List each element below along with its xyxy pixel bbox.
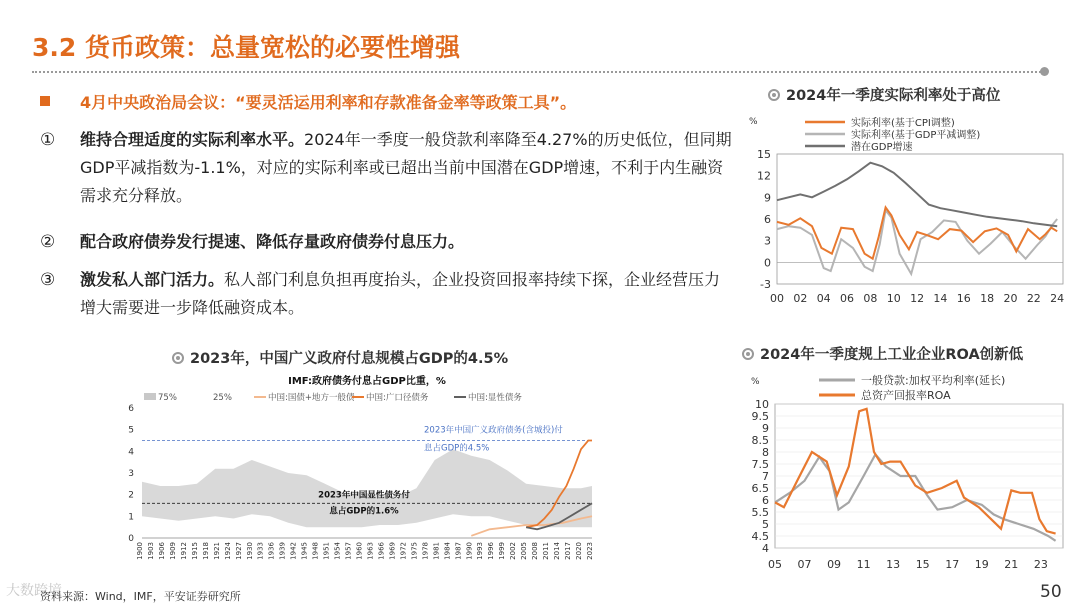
y-tick-label: 8: [762, 446, 769, 459]
y-tick-label: 4: [762, 542, 769, 555]
legend-label: 中国:国债+地方一般债: [268, 393, 355, 403]
x-tick-label: 15: [915, 558, 930, 571]
circle-bullet-icon: [768, 89, 780, 101]
x-tick-label: 1927: [234, 542, 243, 560]
x-tick-label: 17: [945, 558, 960, 571]
circle-bullet-icon: [742, 348, 754, 360]
x-tick-label: 13: [886, 558, 901, 571]
x-tick-label: 14: [933, 292, 948, 305]
x-tick-label: 2020: [575, 542, 584, 560]
y-tick-label: 6: [764, 213, 771, 226]
page-title: 3.2 货币政策：总量宽松的必要性增强: [32, 33, 460, 62]
headline: 4月中央政治局会议：“要灵活运用利率和存款准备金率等政策工具”。: [80, 93, 577, 112]
x-tick-label: 1987: [454, 542, 463, 560]
x-tick-label: 18: [980, 292, 995, 305]
annotation-bottom-line2: 息占GDP的1.6%: [329, 506, 399, 517]
x-tick-label: 1972: [399, 542, 408, 560]
y-tick-label: 4.5: [751, 530, 769, 543]
x-tick-label: 19: [974, 558, 989, 571]
y-tick-label: 0: [764, 256, 771, 270]
x-tick-label: 1978: [421, 542, 430, 560]
x-tick-label: 1957: [344, 542, 353, 560]
x-tick-label: 1948: [311, 542, 320, 560]
item-1-text: 2024年一季度一般贷款利率降至4.27%的历史低位，但同期GDP平减指数为-1.1%，对应的实际利率或已超出当前中国潜在GDP增速，不利于内生融资需求充分释放。: [80, 130, 732, 205]
x-tick-label: 16: [956, 292, 971, 305]
series-line: [777, 163, 1057, 227]
x-tick-label: 07: [797, 558, 812, 571]
y-tick-label: 7.5: [751, 458, 769, 471]
x-tick-label: 12: [910, 292, 925, 305]
y-tick-label: 5: [128, 425, 134, 436]
x-tick-label: 04: [816, 292, 831, 305]
x-tick-label: 1942: [289, 542, 298, 560]
y-tick-label: 10: [755, 398, 769, 411]
legend-label: 实际利率(基于CPI调整): [851, 118, 955, 129]
source-note: 资料来源：Wind，IMF，平安证券研究所: [40, 590, 241, 603]
x-tick-label: 1906: [157, 542, 166, 560]
y-tick-label: 5.5: [751, 506, 769, 519]
x-tick-label: 1990: [465, 542, 474, 560]
x-tick-label: 1903: [146, 542, 155, 560]
y-tick-label: 0: [128, 534, 134, 544]
x-tick-label: 06: [840, 292, 855, 305]
y-tick-label: 12: [757, 169, 771, 183]
x-tick-label: 11: [856, 558, 871, 571]
annotation-top-line2: 息占GDP的4.5%: [424, 443, 490, 454]
x-tick-label: 1930: [245, 542, 254, 560]
y-tick-label: 9.5: [751, 410, 769, 423]
x-tick-label: 09: [827, 558, 842, 571]
item-2: [80, 228, 735, 256]
x-tick-label: 1951: [322, 542, 331, 560]
x-tick-label: 05: [768, 558, 782, 571]
chart-roa-title: 2024年一季度规上工业企业ROA创新低: [742, 343, 1023, 364]
x-tick-label: 2017: [564, 542, 573, 560]
legend-swatch: [144, 393, 156, 400]
annotation-top-line1: 2023年中国广义政府债务(含城投)付: [424, 425, 563, 436]
item-number-2: ②: [40, 232, 56, 252]
x-tick-label: 1912: [179, 542, 188, 560]
x-tick-label: 1981: [432, 542, 441, 560]
x-tick-label: 2008: [531, 542, 540, 560]
x-tick-label: 23: [1033, 558, 1048, 571]
y-tick-label: 6: [128, 404, 134, 414]
x-tick-label: 1966: [377, 542, 386, 560]
x-tick-label: 1936: [267, 542, 276, 560]
legend-label: 25%: [213, 393, 232, 403]
item-1: [80, 126, 735, 210]
x-tick-label: 02: [793, 292, 808, 305]
y-tick-label: 7: [762, 470, 769, 483]
y-tick-label: 1: [128, 512, 134, 523]
title-divider: [32, 71, 1044, 73]
x-tick-label: 1915: [190, 542, 199, 560]
legend-label: 一般贷款:加权平均利率(延长): [861, 374, 1006, 387]
plot-frame: [777, 154, 1063, 284]
y-tick-label: 8.5: [751, 434, 769, 447]
circle-bullet-icon: [172, 352, 184, 364]
x-tick-label: 2011: [542, 542, 551, 560]
legend-label: 75%: [158, 393, 177, 403]
item-number-1: ①: [40, 130, 56, 150]
chart-real-rate: [745, 108, 1075, 318]
x-tick-label: 1960: [355, 542, 364, 560]
item-3-text: 私人部门利息负担再度抬头，企业投资回报率持续下探，企业经营压力增大需要进一步降低融资成本。: [80, 270, 721, 317]
y-tick-label: 3: [764, 234, 771, 248]
y-tick-label: 6.5: [751, 482, 769, 495]
watermark: 大数跨境: [6, 583, 62, 599]
y-tick-label: -3: [760, 278, 771, 291]
unit-label: %: [751, 377, 760, 387]
x-tick-label: 1984: [443, 542, 452, 560]
chart-interest-title: 2023年，中国广义政府付息规模占GDP的4.5%: [172, 347, 508, 368]
y-tick-label: 9: [762, 422, 769, 435]
x-tick-label: 1939: [278, 542, 287, 560]
x-tick-label: 1945: [300, 542, 309, 560]
series-line: [775, 454, 1056, 540]
y-tick-label: 15: [757, 148, 771, 161]
x-tick-label: 1900: [136, 542, 144, 560]
x-tick-label: 1924: [223, 542, 232, 560]
square-bullet-icon: [40, 96, 50, 106]
x-tick-label: 2014: [553, 542, 562, 560]
item-number-3: ③: [40, 270, 56, 290]
x-tick-label: 20: [1003, 292, 1018, 305]
item-2-bold: 配合政府债券发行提速、降低存量政府债券付息压力。: [80, 232, 465, 251]
x-tick-label: 2023: [586, 542, 594, 560]
x-tick-label: 22: [1026, 292, 1041, 305]
x-tick-label: 2005: [520, 542, 529, 560]
item-3-bold: 激发私人部门活力。: [80, 270, 225, 289]
legend-label: 中国:显性债务: [468, 393, 522, 403]
x-tick-label: 08: [863, 292, 878, 305]
y-tick-label: 4: [128, 447, 134, 458]
chart-roa: [745, 366, 1075, 580]
x-tick-label: 1975: [410, 542, 419, 560]
x-tick-label: 1918: [201, 542, 210, 560]
chart-real-rate-title: 2024年一季度实际利率处于高位: [768, 84, 1000, 105]
x-tick-label: 1999: [498, 542, 507, 560]
x-tick-label: 24: [1050, 292, 1065, 305]
x-tick-label: 1963: [366, 542, 375, 560]
x-tick-label: 00: [770, 292, 784, 305]
y-tick-label: 2: [128, 490, 134, 501]
item-3: [80, 266, 735, 322]
x-tick-label: 1954: [333, 542, 342, 560]
chart-interest: [118, 372, 598, 576]
page-number: 50: [1040, 582, 1062, 602]
unit-label: %: [749, 117, 758, 127]
x-tick-label: 1993: [476, 542, 485, 560]
y-tick-label: 9: [764, 191, 771, 205]
x-tick-label: 2002: [509, 542, 518, 560]
y-tick-label: 5: [762, 518, 769, 531]
y-tick-label: 3: [128, 469, 134, 479]
x-tick-label: 1921: [212, 542, 221, 560]
legend-label: 中国:广口径债务: [366, 393, 429, 403]
y-tick-label: 6: [762, 494, 769, 507]
x-tick-label: 10: [886, 292, 901, 305]
legend-label: 实际利率(基于GDP平减调整): [851, 130, 981, 141]
x-tick-label: 1996: [487, 542, 496, 560]
x-tick-label: 1933: [256, 542, 265, 560]
x-tick-label: 1909: [168, 542, 177, 560]
chart-inner-title: IMF:政府债务付息占GDP比重，%: [288, 376, 446, 387]
x-tick-label: 21: [1004, 558, 1019, 571]
legend-swatch: [199, 393, 211, 400]
item-1-bold: 维持合理适度的实际利率水平。: [80, 130, 305, 149]
series-line: [775, 409, 1056, 534]
annotation-bottom-line1: 2023年中国显性债务付: [318, 490, 410, 501]
legend-label: 总资产回报率ROA: [861, 389, 951, 402]
title-divider-dot: [1040, 67, 1049, 76]
x-tick-label: 1969: [388, 542, 397, 560]
legend-label: 潜在GDP增速: [851, 142, 913, 153]
